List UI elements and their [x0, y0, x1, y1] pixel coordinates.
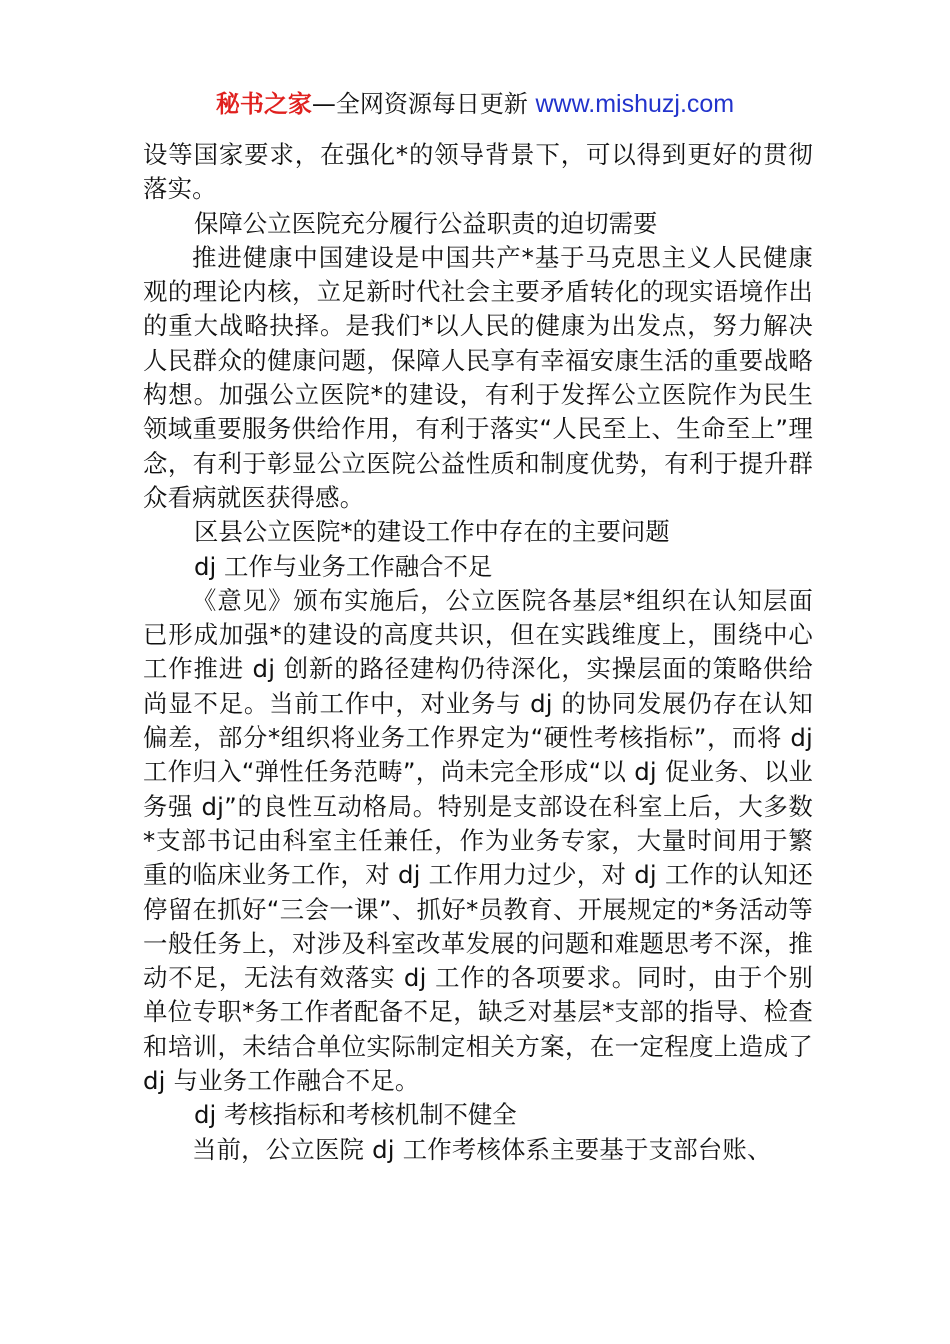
site-url[interactable]: www.mishuzj.com [535, 90, 735, 118]
section-heading-public-duty: 保障公立医院充分履行公益职责的迫切需要 [194, 208, 658, 238]
paragraph-continuation: 设等国家要求，在强化*的领导背景下，可以得到更好的贯彻落实。 [143, 140, 813, 204]
section-heading-main-problems: 区县公立医院*的建设工作中存在的主要问题 [194, 517, 670, 547]
paragraph-integration: 《意见》颁布实施后，公立医院各基层*组织在认知层面已形成加强*的建设的高度共识，但在实践维度上，围绕中心工作推进 dj 创新的路径建构仍待深化，实操层面的策略供给尚显不足。当前工作中，对业务与 dj 的协同发展仍存在认知偏差，部分*组织将业务工作界定为“硬性考核指标”，而将 dj 工作归入“弹性任务范畴”，尚未完全形成“以 dj 促业务、以业务强 dj”的良性互动格局。特别是支部设在科室上后，大多数*支部书记由科室主任兼任，作为业务专家，大量时间用于繁重的临床业务工作，对 dj 工作用力过少，对 dj 工作的认知还停留在抓好“三会一课”、抓好*员教育、开展规定的*务活动等一般任务上，对涉及科室改革发展的问题和难题思考不深，推动不足，无法有效落实 dj 工作的各项要求。同时，由于个别单位专职*务工作者配备不足，缺乏对基层*支部的指导、检查和培训，未结合单位实际制定相关方案，在一定程度上造成了 dj 与业务工作融合不足。 [143, 585, 813, 1096]
header-tagline: —全网资源每日更新 [311, 90, 536, 118]
paragraph-assessment: 当前，公立医院 dj 工作考核体系主要基于支部台账、 [192, 1134, 772, 1164]
page-header [0, 86, 950, 122]
document-body [143, 138, 813, 1167]
subheading-integration: dj 工作与业务工作融合不足 [194, 551, 493, 581]
brand-name: 秘书之家 [215, 90, 312, 118]
paragraph-healthy-china: 推进健康中国建设是中国共产*基于马克思主义人民健康观的理论内核，立足新时代社会主要矛盾转化的现实语境作出的重大战略抉择。是我们*以人民的健康为出发点，努力解决人民群众的健康问题，保障人民享有幸福安康生活的重要战略构想。加强公立医院*的建设，有利于发挥公立医院作为民生领域重要服务供给作用，有利于落实“人民至上、生命至上”理念，有利于彰显公立医院公益性质和制度优势，有利于提升群众看病就医获得感。 [143, 242, 813, 512]
subheading-assessment: dj 考核指标和考核机制不健全 [194, 1100, 517, 1130]
